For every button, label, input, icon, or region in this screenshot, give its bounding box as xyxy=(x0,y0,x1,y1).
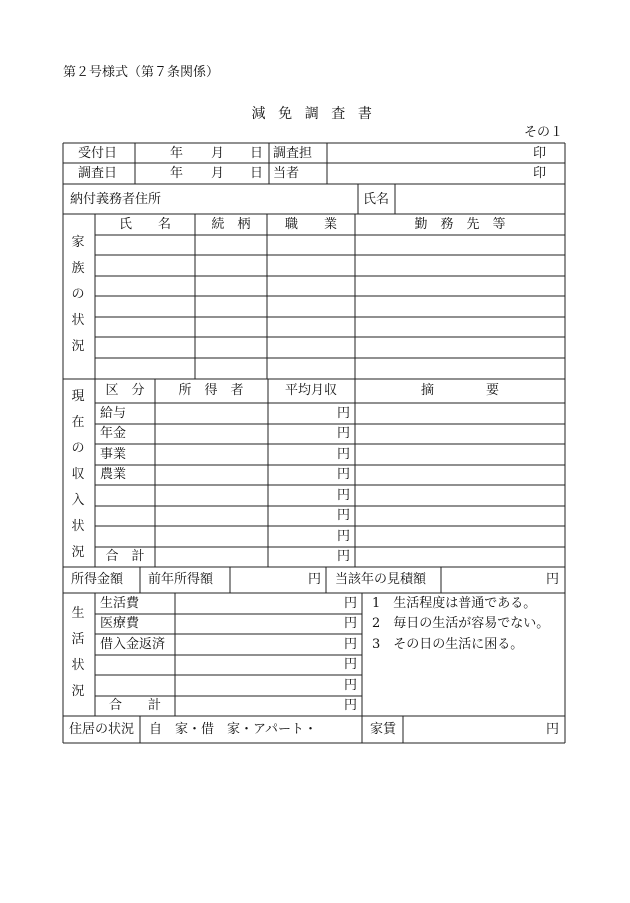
receipt-date-label: 受付日 xyxy=(78,146,118,161)
yen-unit: 円 xyxy=(546,572,560,587)
yen-unit: 円 xyxy=(344,678,358,693)
yen-unit: 円 xyxy=(337,426,351,441)
survey-month: 月 xyxy=(211,166,225,181)
seal-receipt: 印 xyxy=(533,146,547,161)
income-category-business: 事業 xyxy=(100,447,127,462)
yen-unit: 円 xyxy=(344,657,358,672)
survey-year: 年 xyxy=(170,166,184,181)
survey-date-label: 調査日 xyxy=(78,166,118,181)
yen-unit: 円 xyxy=(344,616,358,631)
living-item-living-expenses: 生活費 xyxy=(100,596,140,611)
living-note-1: 1 生活程度は普通である。 xyxy=(372,596,537,611)
yen-unit: 円 xyxy=(337,447,351,462)
receipt-day: 日 xyxy=(250,146,264,161)
form-number: 第２号様式（第７条関係） xyxy=(63,65,220,80)
receipt-month: 月 xyxy=(211,146,225,161)
living-note-3: 3 その日の生活に困る。 xyxy=(372,637,524,652)
living-item-medical-expenses: 医療費 xyxy=(100,616,140,631)
living-section-label: 生活状況 xyxy=(71,606,85,699)
income-category-farming: 農業 xyxy=(100,467,127,482)
housing-label: 住居の状況 xyxy=(69,722,135,737)
yen-unit: 円 xyxy=(337,529,351,544)
yen-unit: 円 xyxy=(546,722,560,737)
income-amount-label: 所得金額 xyxy=(71,572,124,587)
family-header-name: 氏 名 xyxy=(118,217,172,232)
page-label: その１ xyxy=(524,125,564,140)
surveyor-label-2: 当者 xyxy=(273,166,300,181)
family-header-workplace: 勤 務 先 等 xyxy=(414,217,506,232)
income-total-label: 合 計 xyxy=(105,549,145,564)
yen-unit: 円 xyxy=(337,406,351,421)
living-item-loan-repayment: 借入金返済 xyxy=(100,637,166,652)
income-section-label: 現在の収入状況 xyxy=(71,389,85,560)
taxpayer-address-label: 納付義務者住所 xyxy=(70,192,162,207)
receipt-year: 年 xyxy=(170,146,184,161)
yen-unit: 円 xyxy=(308,572,322,587)
income-header-remarks: 摘 要 xyxy=(420,383,500,398)
housing-types: 自 家・借 家・アパート・ xyxy=(149,722,317,737)
family-section-label: 家族の状況 xyxy=(71,235,85,354)
living-total-label: 合 計 xyxy=(108,698,162,713)
page-title: 減免調査書 xyxy=(251,106,385,122)
surveyor-label-1: 調査担 xyxy=(273,146,313,161)
yen-unit: 円 xyxy=(344,637,358,652)
yen-unit: 円 xyxy=(337,508,351,523)
yen-unit: 円 xyxy=(337,488,351,503)
income-category-salary: 給与 xyxy=(100,406,127,421)
current-year-estimate-label: 当該年の見積額 xyxy=(335,572,427,587)
seal-survey: 印 xyxy=(533,166,547,181)
living-note-2: 2 毎日の生活が容易でない。 xyxy=(372,616,550,631)
yen-unit: 円 xyxy=(344,698,358,713)
income-header-earner: 所 得 者 xyxy=(178,383,244,398)
income-header-category: 区 分 xyxy=(105,383,145,398)
survey-day: 日 xyxy=(250,166,264,181)
yen-unit: 円 xyxy=(337,467,351,482)
rent-label: 家賃 xyxy=(370,722,397,737)
prev-year-income-label: 前年所得額 xyxy=(148,572,214,587)
yen-unit: 円 xyxy=(344,596,358,611)
family-header-occupation: 職 業 xyxy=(284,217,338,232)
income-header-monthly: 平均月収 xyxy=(284,383,338,398)
family-header-relation: 続 柄 xyxy=(211,217,251,232)
income-category-pension: 年金 xyxy=(100,426,127,441)
yen-unit: 円 xyxy=(337,549,351,564)
taxpayer-name-label: 氏名 xyxy=(363,192,390,207)
